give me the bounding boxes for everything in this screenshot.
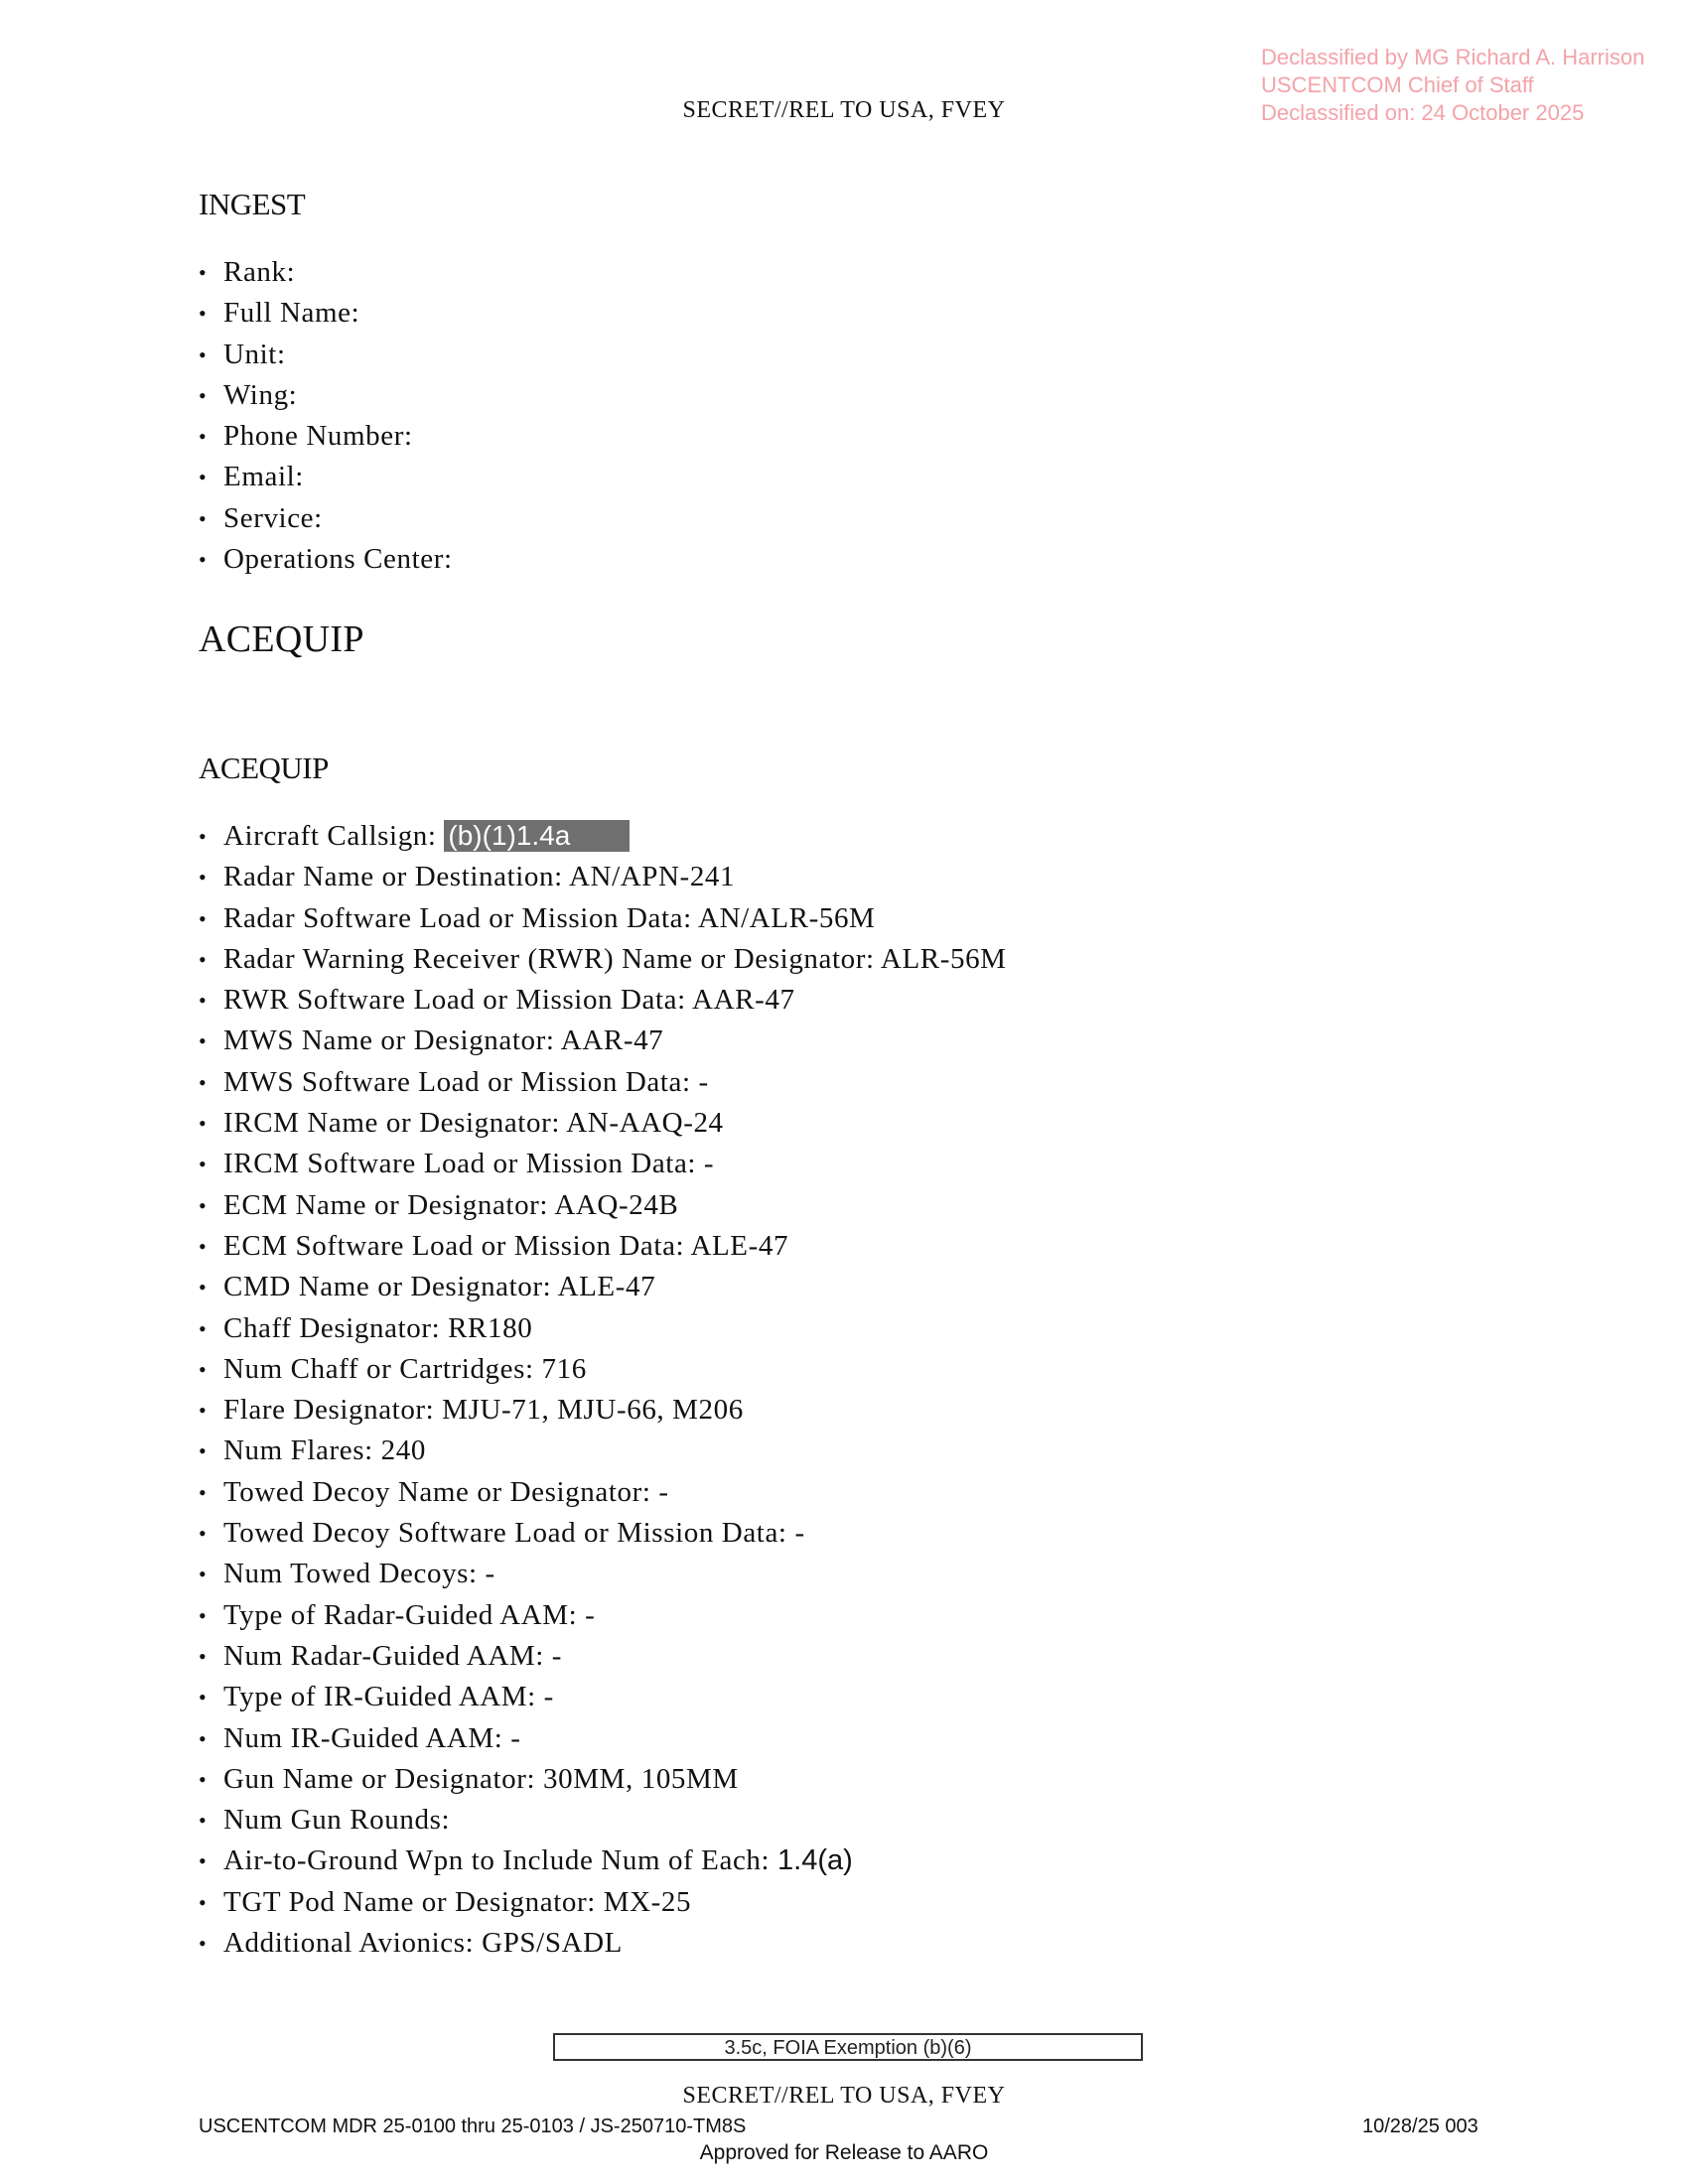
- bullet: •: [199, 905, 208, 931]
- list-item: [199, 1062, 1007, 1103]
- classification-footer: SECRET//REL TO USA, FVEY: [682, 2083, 1006, 2109]
- field-text: Num IR-Guided AAM: -: [223, 1721, 521, 1754]
- bullet: •: [199, 865, 208, 890]
- list-item: [199, 498, 453, 539]
- field-text: Radar Software Load or Mission Data: AN/ALR-56M: [223, 901, 876, 934]
- bullet: •: [199, 824, 208, 849]
- field-text: Num Gun Rounds:: [223, 1804, 451, 1837]
- field-text: Type of IR-Guided AAM: -: [223, 1681, 554, 1713]
- bullet: •: [199, 1438, 208, 1464]
- list-item: [199, 1226, 1007, 1267]
- bullet: •: [199, 988, 208, 1014]
- list-item: [199, 1841, 1007, 1881]
- list-item: [199, 1718, 1007, 1759]
- ingest-list: [199, 252, 453, 580]
- field-text: Towed Decoy Software Load or Mission Data: -: [223, 1517, 805, 1550]
- field-label: Operations Center:: [223, 543, 453, 576]
- list-item: [199, 539, 453, 580]
- bullet: •: [199, 1398, 208, 1424]
- redaction-box: (b)(1)1.4a: [444, 820, 630, 852]
- field-text: CMD Name or Designator: ALE-47: [223, 1271, 656, 1303]
- bullet: •: [199, 1192, 208, 1218]
- field-text: Towed Decoy Name or Designator: -: [223, 1475, 669, 1508]
- list-item: [199, 1267, 1007, 1307]
- field-text: Flare Designator: MJU-71, MJU-66, M206: [223, 1394, 744, 1427]
- list-item: [199, 1308, 1007, 1349]
- field-text: Gun Name or Designator: 30MM, 105MM: [223, 1762, 739, 1795]
- bullet: •: [199, 1111, 208, 1137]
- bullet: •: [199, 1028, 208, 1054]
- bullet: •: [199, 1315, 208, 1341]
- list-item: [199, 1595, 1007, 1636]
- list-item: [199, 375, 453, 416]
- bullet: •: [199, 1562, 208, 1587]
- acequip-title: ACEQUIP: [199, 618, 364, 660]
- field-text: ECM Software Load or Mission Data: ALE-47: [223, 1229, 789, 1262]
- field-text: MWS Name or Designator: AAR-47: [223, 1024, 664, 1057]
- stamp-line: USCENTCOM Chief of Staff: [1261, 72, 1534, 97]
- field-text: MWS Software Load or Mission Data: -: [223, 1065, 709, 1098]
- bullet: •: [199, 1602, 208, 1628]
- classification-header: SECRET//REL TO USA, FVEY: [682, 97, 1006, 123]
- bullet: •: [199, 260, 208, 285]
- field-label: Service:: [223, 501, 323, 534]
- approval-note: Approved for Release to AARO: [699, 2141, 989, 2164]
- list-item: [199, 457, 453, 497]
- list-item: [199, 1513, 1007, 1554]
- acequip-heading: ACEQUIP: [199, 751, 329, 785]
- field-label: Aircraft Callsign:: [223, 820, 445, 852]
- field-text: Radar Name or Destination: AN/APN-241: [223, 861, 736, 893]
- bullet: •: [199, 1356, 208, 1382]
- field-text: Radar Warning Receiver (RWR) Name or Designator: ALR-56M: [223, 942, 1007, 975]
- list-item: [199, 816, 1007, 857]
- list-item: [199, 1800, 1007, 1841]
- field-text: Num Radar-Guided AAM: -: [223, 1639, 563, 1672]
- bullet: •: [199, 465, 208, 490]
- list-item: [199, 1144, 1007, 1184]
- mdr-reference: USCENTCOM MDR 25-0100 thru 25-0103 / JS-250710-TM8S: [199, 2116, 747, 2137]
- bullet: •: [199, 1069, 208, 1095]
- bullet: •: [199, 1931, 208, 1957]
- field-text: Chaff Designator: RR180: [223, 1311, 533, 1344]
- bullet: •: [199, 1479, 208, 1505]
- field-text: Num Chaff or Cartridges: 716: [223, 1352, 587, 1385]
- list-item: [199, 898, 1007, 939]
- stamp-line: Declassified on: 24 October 2025: [1261, 100, 1585, 125]
- field-label: Wing:: [223, 378, 298, 411]
- field-label: Phone Number:: [223, 420, 413, 453]
- field-label: Email:: [223, 461, 304, 493]
- field-text: Type of Radar-Guided AAM: -: [223, 1598, 596, 1631]
- redaction-code: 1.4(a): [777, 1844, 853, 1877]
- bullet: •: [199, 1889, 208, 1915]
- list-item: [199, 1185, 1007, 1226]
- list-item: [199, 1390, 1007, 1431]
- list-item: [199, 1677, 1007, 1717]
- list-item: [199, 1021, 1007, 1061]
- list-item: [199, 1349, 1007, 1390]
- bullet: •: [199, 1643, 208, 1669]
- bullet: •: [199, 382, 208, 408]
- bullet: •: [199, 1521, 208, 1547]
- bullet: •: [199, 1233, 208, 1259]
- field-text: IRCM Name or Designator: AN-AAQ-24: [223, 1107, 724, 1140]
- list-item: [199, 1882, 1007, 1923]
- bullet: •: [199, 1275, 208, 1300]
- list-item: [199, 1431, 1007, 1471]
- bullet: •: [199, 301, 208, 327]
- list-item: [199, 293, 453, 334]
- bullet: •: [199, 1152, 208, 1177]
- ingest-heading: INGEST: [199, 187, 306, 221]
- field-text: RWR Software Load or Mission Data: AAR-47: [223, 984, 795, 1017]
- list-item: [199, 416, 453, 457]
- field-text: Num Flares: 240: [223, 1434, 426, 1467]
- field-label: Full Name:: [223, 297, 360, 330]
- bullet: •: [199, 1725, 208, 1751]
- field-text: Additional Avionics: GPS/SADL: [223, 1927, 623, 1960]
- list-item: [199, 1923, 1007, 1964]
- stamp-line: Declassified by MG Richard A. Harrison: [1261, 45, 1645, 69]
- list-item: [199, 1636, 1007, 1677]
- list-item: [199, 857, 1007, 897]
- bullet: •: [199, 1766, 208, 1792]
- field-label: Air-to-Ground Wpn to Include Num of Each:: [223, 1844, 778, 1877]
- bullet: •: [199, 946, 208, 972]
- bullet: •: [199, 341, 208, 367]
- list-item: [199, 1472, 1007, 1513]
- bullet: •: [199, 1685, 208, 1710]
- bullet: •: [199, 547, 208, 573]
- field-text: Num Towed Decoys: -: [223, 1558, 495, 1590]
- list-item: [199, 335, 453, 375]
- page-date: 10/28/25 003: [1362, 2116, 1478, 2137]
- bullet: •: [199, 1808, 208, 1834]
- list-item: [199, 252, 453, 293]
- bullet: •: [199, 424, 208, 450]
- list-item: [199, 939, 1007, 980]
- bullet: •: [199, 505, 208, 531]
- list-item: [199, 980, 1007, 1021]
- list-item: [199, 1554, 1007, 1594]
- list-item: [199, 1759, 1007, 1800]
- list-item: [199, 1103, 1007, 1144]
- field-label: Rank:: [223, 256, 296, 288]
- field-label: Unit:: [223, 338, 286, 370]
- bullet: •: [199, 1848, 208, 1874]
- acequip-list: [199, 816, 1007, 1964]
- exemption-box: 3.5c, FOIA Exemption (b)(6): [553, 2033, 1143, 2061]
- field-text: TGT Pod Name or Designator: MX-25: [223, 1885, 692, 1918]
- field-text: ECM Name or Designator: AAQ-24B: [223, 1188, 679, 1221]
- field-text: IRCM Software Load or Mission Data: -: [223, 1148, 715, 1180]
